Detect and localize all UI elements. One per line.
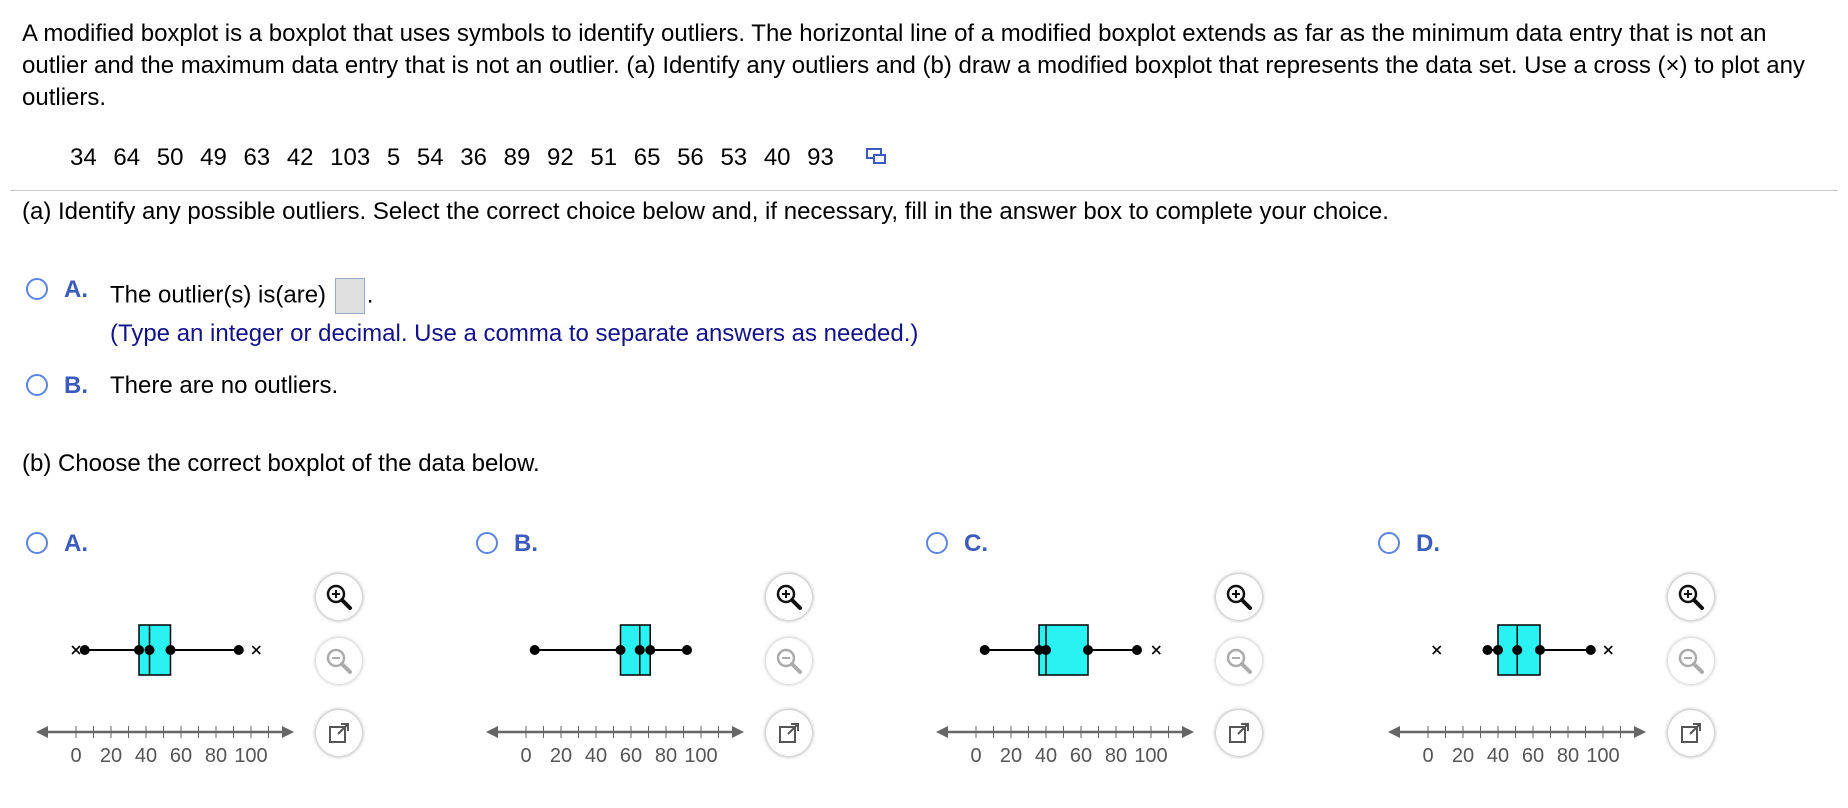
open-new-window-button[interactable] [766,710,812,756]
outlier-cross [252,646,260,654]
open-new-window-icon [774,718,804,748]
q3-point [166,645,176,655]
max-point [234,645,244,655]
zoom-out-icon [324,646,354,676]
zoom-in-icon [324,582,354,612]
boxplot-choice-d [1378,520,1818,770]
answer-format-hint: (Type an integer or decimal. Use a comma to separate answers as needed.) [110,320,919,347]
part-b-prompt: (b) Choose the correct boxplot of the data below. [22,450,540,477]
q3-point [645,645,655,655]
boxplot-choice-d-chart [1378,560,1668,770]
zoom-out-icon [1676,646,1706,676]
radio-boxplot-choice-d[interactable] [1378,532,1400,554]
median-point [1512,645,1522,655]
q3-point [1535,645,1545,655]
axis-tick-label: 80 [654,745,678,767]
q3-point [1083,645,1093,655]
zoom-out-button[interactable] [316,638,362,684]
boxplot-choice-b [476,520,916,770]
zoom-in-button[interactable] [1668,574,1714,620]
min-point [1483,645,1493,655]
q1-point [616,645,626,655]
radio-boxplot-choice-c[interactable] [926,532,948,554]
axis-tick-label: 0 [70,745,82,767]
q1-point [1493,645,1503,655]
zoom-out-button[interactable] [766,638,812,684]
zoom-in-icon [1224,582,1254,612]
outlier-answer-box[interactable] [335,278,365,314]
boxplot-choice-a [26,520,466,770]
median-point [145,645,155,655]
max-point [1132,645,1142,655]
copy-data-icon[interactable] [865,143,887,175]
option-a-text [110,278,373,314]
boxplot-choice-a-chart [26,560,316,770]
zoom-out-button[interactable] [1216,638,1262,684]
median-point [635,645,645,655]
zoom-in-button[interactable] [1216,574,1262,620]
axis-tick-label: 0 [1422,745,1434,767]
zoom-in-button[interactable] [316,574,362,620]
axis-tick-label: 60 [169,745,193,767]
option-a-label: The outlier(s) is(are) [110,281,327,309]
data-values: 34 64 50 49 63 42 103 5 54 36 89 92 51 65 56 53 40 93 [70,144,834,171]
outlier-cross [1152,646,1160,654]
max-point [682,645,692,655]
axis-left-arrow [1388,726,1400,738]
min-point [980,645,990,655]
open-new-window-icon [324,718,354,748]
radio-outlier-option-a[interactable] [26,278,48,300]
radio-boxplot-choice-a[interactable] [26,532,48,554]
boxplot-choice-c [926,520,1366,770]
axis-tick-label: 0 [970,745,982,767]
boxplot-choice-c-letter: C. [964,530,988,557]
outlier-cross [72,646,80,654]
axis-left-arrow [36,726,48,738]
axis-tick-label: 20 [99,745,123,767]
outlier-cross [1433,646,1441,654]
boxplot-choice-a-letter: A. [64,530,88,557]
axis-tick-label: 0 [520,745,532,767]
open-new-window-icon [1676,718,1706,748]
zoom-in-icon [774,582,804,612]
zoom-in-icon [1676,582,1706,612]
axis-tick-label: 20 [999,745,1023,767]
divider [10,190,1838,191]
axis-tick-label: 20 [549,745,573,767]
axis-tick-label: 40 [1034,745,1058,767]
boxplot-choice-d-letter: D. [1416,530,1440,557]
boxplot-choice-b-letter: B. [514,530,538,557]
problem-intro: A modified boxplot is a boxplot that uses symbols to identify outliers. The horizontal line of a modified boxplot extends as far as the minimum data entry that is not an outlier and the maximum data entry that is not an outlier. (a) Identify any outliers and (b) draw a modified boxplot that represents the data set. Use a cross (×) to plot any outliers. [22,20,1805,111]
axis-left-arrow [486,726,498,738]
q1-point [134,645,144,655]
open-new-window-button[interactable] [1216,710,1262,756]
outlier-cross [1604,646,1612,654]
axis-tick-label: 20 [1451,745,1475,767]
open-new-window-button[interactable] [1668,710,1714,756]
boxplot-choice-c-chart [926,560,1216,770]
axis-tick-label: 100 [234,745,268,767]
radio-outlier-option-b[interactable] [26,374,48,396]
axis-tick-label: 60 [1521,745,1545,767]
axis-tick-label: 60 [619,745,643,767]
min-point [80,645,90,655]
median-point [1041,645,1051,655]
boxplot-choice-b-chart [476,560,766,770]
radio-boxplot-choice-b[interactable] [476,532,498,554]
axis-tick-label: 100 [1586,745,1620,767]
axis-right-arrow [282,726,294,738]
option-a-period: . [366,281,374,309]
axis-tick-label: 40 [134,745,158,767]
axis-left-arrow [936,726,948,738]
axis-tick-label: 100 [684,745,718,767]
axis-tick-label: 80 [204,745,228,767]
axis-tick-label: 60 [1069,745,1093,767]
zoom-out-button[interactable] [1668,638,1714,684]
part-a-prompt: (a) Identify any possible outliers. Select the correct choice below and, if necessary, fill in the answer box to complete your choice. [22,198,1389,225]
option-b-text: There are no outliers. [110,372,339,399]
min-point [530,645,540,655]
axis-right-arrow [732,726,744,738]
option-b-letter: B. [64,372,88,399]
max-point [1586,645,1596,655]
zoom-in-button[interactable] [766,574,812,620]
axis-right-arrow [1634,726,1646,738]
axis-tick-label: 100 [1134,745,1168,767]
zoom-out-icon [1224,646,1254,676]
axis-right-arrow [1182,726,1194,738]
axis-tick-label: 40 [1486,745,1510,767]
zoom-out-icon [774,646,804,676]
axis-tick-label: 40 [584,745,608,767]
axis-tick-label: 80 [1104,745,1128,767]
open-new-window-icon [1224,718,1254,748]
open-new-window-button[interactable] [316,710,362,756]
data-set [70,142,887,175]
option-a-letter: A. [64,276,88,303]
axis-tick-label: 80 [1556,745,1580,767]
